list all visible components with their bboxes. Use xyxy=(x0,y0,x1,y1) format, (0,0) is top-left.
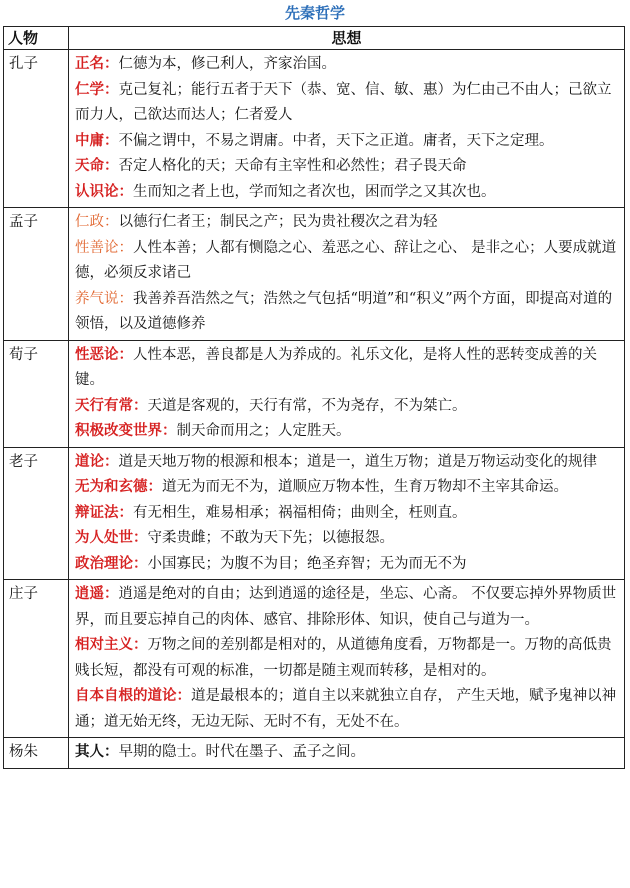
concept-label: 道论： xyxy=(75,453,119,470)
header-person: 人物 xyxy=(4,27,69,50)
thought-item xyxy=(75,78,618,129)
concept-label: 性恶论： xyxy=(75,346,133,363)
concept-label: 自本自根的道论： xyxy=(75,688,191,704)
concept-label: 仁政： xyxy=(75,214,119,230)
concept-label: 积极改变世界： xyxy=(75,423,177,439)
thought-item xyxy=(75,394,618,420)
concept-label: 为人处世： xyxy=(75,530,148,546)
table-body xyxy=(4,50,625,769)
concept-text: 有无相生，难易相承；祸福相倚；曲则全，枉则直。 xyxy=(133,504,467,521)
header-thought: 思想 xyxy=(69,27,625,50)
person-name: 杨朱 xyxy=(4,738,69,769)
thought-item xyxy=(75,210,618,236)
concept-text: 人性本善；人都有恻隐之心、羞恶之心、辞让之心、 是非之心；人要成就道德，必须反求诸己 xyxy=(75,239,617,281)
thought-item xyxy=(75,526,618,552)
concept-text: 仁德为本，修己利人，齐家治国。 xyxy=(118,56,336,72)
thought-item xyxy=(75,633,618,684)
concept-text: 早期的隐士。时代在墨子、孟子之间。 xyxy=(118,744,365,760)
thought-item xyxy=(75,343,618,394)
concept-text: 万物之间的差别都是相对的，从道德角度看，万物都是一。万物的高低贵贱长短，都没有可观的标准，一切都是随主观而转移，是相对的。 xyxy=(75,637,612,679)
thought-item xyxy=(75,552,618,578)
person-name: 老子 xyxy=(4,447,69,580)
table-row xyxy=(4,340,625,447)
concept-label: 仁学： xyxy=(75,81,119,98)
concept-text: 天道是客观的，天行有常，不为尧存，不为桀亡。 xyxy=(147,397,467,414)
concept-label: 养气说： xyxy=(75,290,133,307)
concept-text: 我善养吾浩然之气；浩然之气包括“明道”和“积义”两个方面，即提高对道的领悟，以及道德修养 xyxy=(75,290,613,332)
thought-item xyxy=(75,582,618,633)
thought-item xyxy=(75,740,618,766)
thought-item xyxy=(75,180,618,206)
thought-item xyxy=(75,475,618,501)
table-row xyxy=(4,738,625,769)
thought-item xyxy=(75,236,618,287)
table-row xyxy=(4,580,625,738)
thought-cell xyxy=(69,447,625,580)
concept-text: 以德行仁者王；制民之产；民为贵社稷次之君为轻 xyxy=(118,214,438,230)
thought-item xyxy=(75,419,618,445)
concept-label: 正名： xyxy=(75,56,119,72)
concept-text: 否定人格化的天；天命有主宰性和必然性；君子畏天命 xyxy=(118,158,467,174)
concept-text: 制天命而用之；人定胜天。 xyxy=(176,423,351,439)
thought-item xyxy=(75,287,618,338)
concept-label: 中庸： xyxy=(75,132,119,149)
thought-cell xyxy=(69,580,625,738)
concept-text: 道无为而无不为，道顺应万物本性，生育万物却不主宰其命运。 xyxy=(162,479,568,495)
thought-item xyxy=(75,684,618,735)
concept-label: 逍遥： xyxy=(75,586,119,602)
concept-text: 小国寡民；为腹不为目；绝圣弃智；无为而无不为 xyxy=(147,555,467,572)
philosophy-table xyxy=(3,26,625,769)
thought-cell xyxy=(69,50,625,208)
concept-text: 道是最根本的；道自主以来就独立自存， 产生天地，赋予鬼神以神通；道无始无终，无边无际、无时不有，无处不在。 xyxy=(75,688,617,730)
person-name: 孔子 xyxy=(4,50,69,208)
concept-text: 道是天地万物的根源和根本；道是一，道生万物；道是万物运动变化的规律 xyxy=(118,453,597,470)
table-header-row xyxy=(4,27,625,50)
concept-label: 认识论： xyxy=(75,183,133,200)
concept-text: 人性本恶，善良都是人为养成的。礼乐文化，是将人性的恶转变成善的关键。 xyxy=(75,346,597,388)
person-name: 庄子 xyxy=(4,580,69,738)
concept-label: 其人： xyxy=(75,744,119,760)
table-row xyxy=(4,447,625,580)
concept-label: 天命： xyxy=(75,158,119,174)
concept-label: 无为和玄德： xyxy=(75,479,162,495)
concept-label: 相对主义： xyxy=(75,637,148,653)
person-name: 荀子 xyxy=(4,340,69,447)
table-row xyxy=(4,208,625,341)
concept-text: 生而知之者上也，学而知之者次也，困而学之又其次也。 xyxy=(133,183,496,200)
thought-cell xyxy=(69,208,625,341)
thought-item xyxy=(75,501,618,527)
table-row xyxy=(4,50,625,208)
concept-label: 性善论： xyxy=(75,239,133,256)
person-name: 孟子 xyxy=(4,208,69,341)
thought-item xyxy=(75,129,618,155)
thought-item xyxy=(75,450,618,476)
thought-item xyxy=(75,154,618,180)
concept-text: 逍遥是绝对的自由；达到逍遥的途径是，坐忘、心斋。 不仅要忘掉外界物质世界，而且要忘掉自己的肉体、感官、排除形体、知识，使自己与道为一。 xyxy=(75,586,617,628)
concept-label: 政治理论： xyxy=(75,555,148,572)
thought-item xyxy=(75,52,618,78)
thought-cell xyxy=(69,340,625,447)
concept-text: 守柔贵雌；不敢为天下先；以德报怨。 xyxy=(147,530,394,546)
thought-cell xyxy=(69,738,625,769)
page-title: 先秦哲学 xyxy=(284,4,345,22)
concept-text: 不偏之谓中，不易之谓庸。中者，天下之正道。庸者，天下之定理。 xyxy=(118,132,554,149)
concept-label: 辩证法： xyxy=(75,504,133,521)
concept-text: 克己复礼；能行五者于天下（恭、宽、信、敏、惠）为仁由己不由人；己欲立而力人，己欲达而达人；仁者爱人 xyxy=(75,81,612,123)
concept-label: 天行有常： xyxy=(75,397,148,414)
